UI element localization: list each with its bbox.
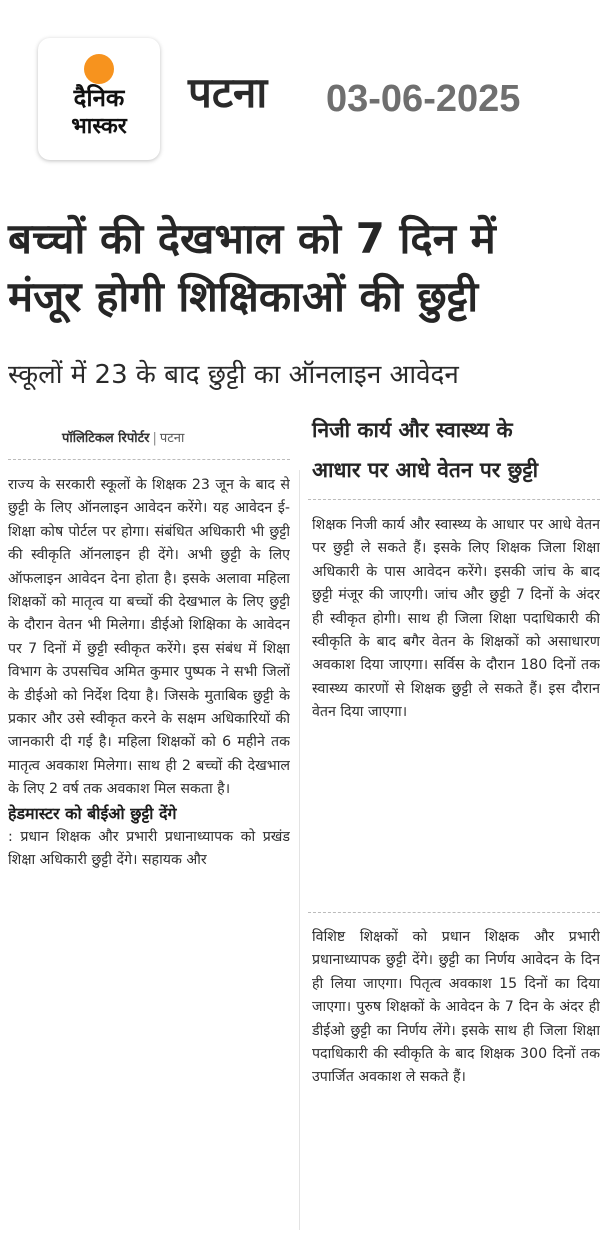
headline <box>8 210 600 326</box>
edition-date: 03-06-2025 <box>326 78 521 120</box>
logo-text-line2: भास्कर <box>71 114 127 139</box>
sun-logo-icon <box>84 54 114 84</box>
headline-line-1: बच्चों की देखभाल को 7 दिन में <box>8 214 496 263</box>
edition-city: पटना <box>188 68 268 117</box>
body-left-paragraph-2: : प्रधान शिक्षक और प्रभारी प्रधानाध्यापक को प्रखंड शिक्षा अधिकारी छुट्टी देंगे। सहायक और <box>8 828 290 869</box>
subheadline: स्कूलों में 23 के बाद छुट्टी का ऑनलाइन आवेदन <box>8 360 459 390</box>
article-body-left <box>8 474 290 1234</box>
byline-author: पॉलिटिकल रिपोर्टर <box>62 431 150 446</box>
body-right-paragraph-1: शिक्षक निजी कार्य और स्वास्थ्य के आधार पर आधे वेतन पर छुट्टी ले सकते हैं। इसके लिए शिक्षक जिला शिक्षा अधिकारी के पास आवेदन करेंगे। इसकी जांच के बाद छुट्टी मंजूर की जाएगी। जांच और छुट्टी 7 दिनों के अंदर ही स्वीकृत होगी। साथ ही जिला शिक्षा पदाधिकारी की स्वीकृति के बाद बगैर वेतन के शिक्षकों को असाधारण अवकाश दिया जाएगा। सर्विस के दौरान 180 दिनों तक स्वास्थ्य कारणों से शिक्षक छुट्टी ले सकते हैं। इस दौरान वेतन दिया जाएगा। <box>312 517 600 721</box>
divider <box>8 459 290 460</box>
article-body-right-1 <box>312 514 600 904</box>
dainik-bhaskar-logo <box>38 38 160 160</box>
article-body-right-2 <box>312 926 600 1232</box>
byline-separator: | <box>152 431 157 446</box>
divider <box>308 499 600 500</box>
body-left-paragraph-1: राज्य के सरकारी स्कूलों के शिक्षक 23 जून के बाद से छुट्टी के लिए ऑनलाइन आवेदन करेंगे। यह आवेदन ई-शिक्षा कोष पोर्टल पर होगा। संबंधित अधिकारी भी छुट्टी की स्वीकृति ऑनलाइन ही देंगे। अभी छुट्टी के लिए ऑफलाइन आवेदन देना होता है। इसके अलावा महिला शिक्षकों को मातृत्व या बच्चों की देखभाल के लिए छुट्टी के दौरान वेतन भी मिलेगा। डीईओ शिक्षिका के आवेदन पर 7 दिनों में छुट्टी स्वीकृत करेंगे। इस संबंध में शिक्षा विभाग के उपसचिव अमित कुमार पुष्पक ने सभी जिलों के डीईओ को निर्देश दिया है। जिसके मुताबिक छुट्टी के प्रकार और उसे स्वीकृत करने के सक्षम अधिकारियों की जानकारी दी गई है। महिला शिक्षकों को 6 महीने तक मातृत्व अवकाश मिलेगा। साथ ही 2 बच्चों की देखभाल के लिए 2 वर्ष तक अवकाश मिल सकता है। <box>8 477 290 798</box>
logo-text-line1: दैनिक <box>73 84 125 112</box>
side-story-heading <box>312 410 600 490</box>
side-heading-line-1: निजी कार्य और स्वास्थ्य के <box>312 418 513 442</box>
byline <box>62 428 184 446</box>
body-right-paragraph-2: विशिष्ट शिक्षकों को प्रधान शिक्षक और प्रभारी प्रधानाध्यापक छुट्टी देंगे। छुट्टी का निर्णय आवेदन के दिन ही लिया जाएगा। पितृत्व अवकाश 15 दिनों का दिया जाएगा। पुरुष शिक्षकों के आवेदन के 7 दिन के अंदर ही डीईओ छुट्टी का निर्णय लेंगे। इसके साथ ही जिला शिक्षा पदाधिकारी की स्वीकृति के बाद शिक्षक 300 दिनों तक उपार्जित अवकाश ले सकते हैं। <box>312 929 600 1086</box>
divider <box>308 912 600 913</box>
byline-place: पटना <box>159 431 185 446</box>
headline-line-2: मंजूर होगी शिक्षिकाओं की छुट्टी <box>8 272 479 321</box>
side-heading-line-2: आधार पर आधे वेतन पर छुट्टी <box>312 458 539 482</box>
column-divider <box>299 470 300 1230</box>
left-subheading: हेडमास्टर को बीईओ छुट्टी देंगे <box>8 803 177 823</box>
